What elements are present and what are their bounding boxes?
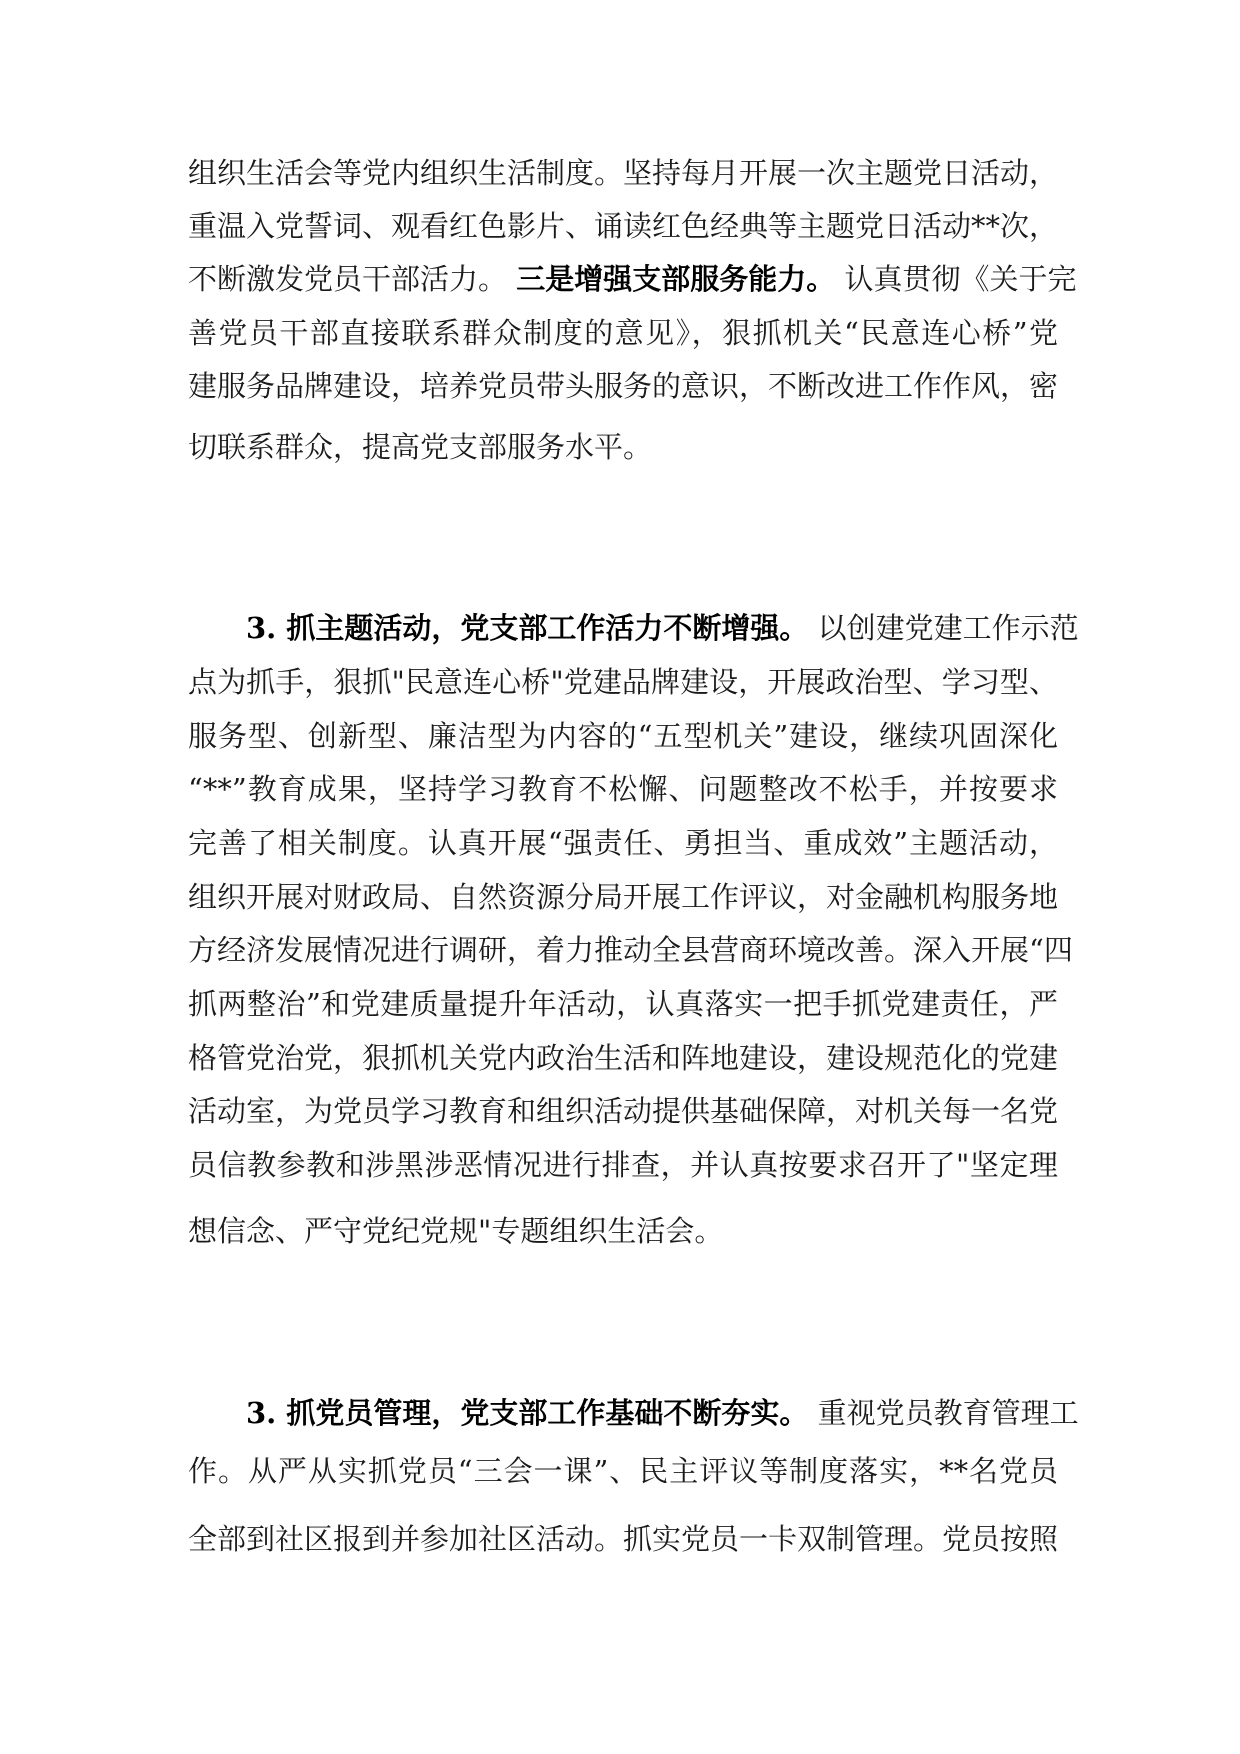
text-run: 以创建党建工作示范 xyxy=(808,611,1079,645)
text-run: 全部到社区报到并参加社区活动。抓实党员一卡双制管理。党员按照 xyxy=(188,1522,1059,1556)
text-run: 作。从严从实抓党员“三会一课”、民主评议等制度落实，**名党员 xyxy=(188,1454,1058,1488)
paragraph-1-line-4 xyxy=(188,313,1058,353)
text-run: 组织生活会等党内组织生活制度。坚持每月开展一次主题党日活动， xyxy=(188,156,1059,190)
paragraph-2-line-1 xyxy=(246,608,1079,648)
text-run: 重温入党誓词、观看红色影片、诵读红色经典等主题党日活动**次， xyxy=(188,209,1059,243)
paragraph-2-line-2 xyxy=(188,662,1058,702)
text-run: 不断激发党员干部活力。 xyxy=(188,262,517,296)
text-run: 认真贯彻《关于完 xyxy=(835,262,1077,296)
paragraph-1-line-3 xyxy=(188,259,1077,299)
paragraph-2-line-5 xyxy=(188,823,1058,863)
paragraph-3-line-1 xyxy=(246,1393,1079,1433)
paragraph-2-line-3 xyxy=(188,716,1058,756)
text-run: 抓两整治”和党建质量提升年活动，认真落实一把手抓党建责任，严 xyxy=(188,987,1058,1021)
paragraph-2-line-9 xyxy=(188,1038,1058,1078)
paragraph-3-line-3 xyxy=(188,1519,1058,1559)
paragraph-2-line-8 xyxy=(188,984,1058,1024)
text-run: “**”教育成果，坚持学习教育不松懈、问题整改不松手，并按要求 xyxy=(188,772,1058,806)
text-run: 建服务品牌建设，培养党员带头服务的意识，不断改进工作作风，密 xyxy=(188,369,1059,403)
paragraph-2-line-7 xyxy=(188,930,1073,970)
text-run: 方经济发展情况进行调研，着力推动全县营商环境改善。深入开展“四 xyxy=(188,933,1073,967)
paragraph-1-line-1 xyxy=(188,153,1058,193)
text-run: 重视党员教育管理工 xyxy=(808,1396,1079,1430)
text-run: 想信念、严守党纪党规"专题组织生活会。 xyxy=(188,1214,724,1248)
paragraph-1-line-2 xyxy=(188,206,1058,246)
text-run: 服务型、创新型、廉洁型为内容的“五型机关”建设，继续巩固深化 xyxy=(188,719,1058,753)
paragraph-1-line-5 xyxy=(188,366,1058,406)
subheading-run: 三是增强支部服务能力。 xyxy=(516,262,836,296)
text-run: 切联系群众，提高党支部服务水平。 xyxy=(188,430,653,464)
text-run: 善党员干部直接联系群众制度的意见》，狠抓机关“民意连心桥”党 xyxy=(188,316,1058,350)
section-heading: 3. 抓主题活动，党支部工作活力不断增强。 xyxy=(246,611,809,645)
text-run: 点为抓手，狠抓"民意连心桥"党建品牌建设，开展政治型、学习型、 xyxy=(188,665,1058,699)
paragraph-3-line-2 xyxy=(188,1451,1058,1491)
paragraph-2-line-12 xyxy=(188,1211,1058,1251)
paragraph-2-line-4 xyxy=(188,769,1058,809)
text-run: 活动室，为党员学习教育和组织活动提供基础保障，对机关每一名党 xyxy=(188,1094,1059,1128)
section-heading: 3. 抓党员管理，党支部工作基础不断夯实。 xyxy=(246,1396,809,1430)
text-run: 员信教参教和涉黑涉恶情况进行排查，并认真按要求召开了"坚定理 xyxy=(188,1148,1058,1182)
paragraph-2-line-10 xyxy=(188,1091,1058,1131)
paragraph-1-line-6 xyxy=(188,427,1058,467)
text-run: 组织开展对财政局、自然资源分局开展工作评议，对金融机构服务地 xyxy=(188,880,1059,914)
paragraph-2-line-11 xyxy=(188,1145,1058,1185)
text-run: 格管党治党，狠抓机关党内政治生活和阵地建设，建设规范化的党建 xyxy=(188,1041,1059,1075)
text-run: 完善了相关制度。认真开展“强责任、勇担当、重成效”主题活动， xyxy=(188,826,1058,860)
paragraph-2-line-6 xyxy=(188,877,1058,917)
